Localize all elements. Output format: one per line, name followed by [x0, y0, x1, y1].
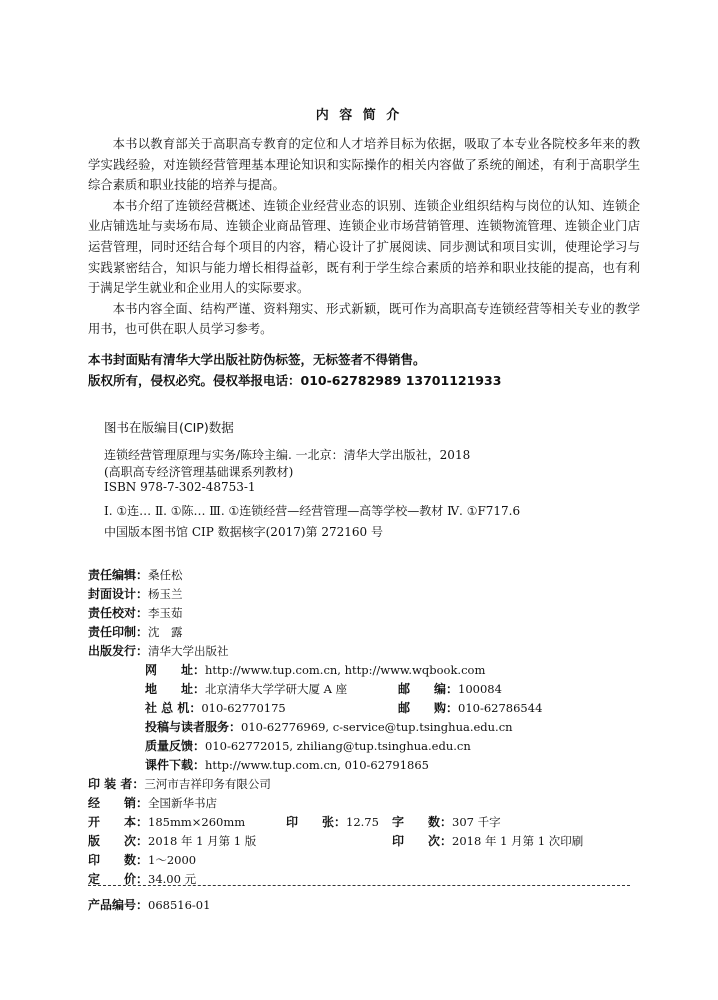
- spec-value: 185mm×260mm: [148, 815, 246, 829]
- cip-heading: 图书在版编目(CIP)数据: [104, 420, 234, 435]
- contact-value: http://www.tup.com.cn, 010-62791865: [205, 758, 429, 772]
- contact-value: 010-62770175: [201, 701, 286, 715]
- credit-cover: [88, 583, 183, 602]
- credit-value: 清华大学出版社: [148, 644, 229, 658]
- contact-courseware: [145, 754, 429, 773]
- credit-value: 沈 露: [148, 625, 183, 639]
- credit-value: 李玉茹: [148, 606, 183, 620]
- product-label: 产品编号：: [88, 898, 149, 912]
- divider-line: [88, 885, 630, 886]
- anti-counterfeit-notice: 本书封面贴有清华大学出版社防伪标签，无标签者不得销售。: [88, 352, 426, 367]
- contact-value: 010-62786544: [458, 701, 543, 715]
- spec-value: 12.75: [346, 815, 379, 829]
- contact-zip: [398, 678, 502, 697]
- spec-label: 印 次：: [392, 834, 453, 848]
- contact-label: 投稿与读者服务：: [145, 720, 242, 734]
- contact-submission: [145, 716, 513, 735]
- contact-value: http://www.tup.com.cn, http://www.wqbook.com: [205, 663, 486, 677]
- spec-words: [392, 811, 501, 830]
- contact-address: [145, 678, 347, 697]
- contact-label: 社 总 机：: [145, 701, 202, 715]
- spec-label: 经 销：: [88, 796, 149, 810]
- intro-paragraph-3: 本书内容全面、结构严谨、资料翔实、形式新颖，既可作为高职高专连锁经营等相关专业的教学用书，也可供在职人员学习参考。: [88, 301, 640, 337]
- spec-value: 2018 年 1 月第 1 次印刷: [452, 834, 584, 848]
- contact-value: 010-62772015, zhiliang@tup.tsinghua.edu.cn: [205, 739, 471, 753]
- contact-quality: [145, 735, 471, 754]
- credit-publisher: [88, 640, 229, 659]
- credit-value: 杨玉兰: [148, 587, 183, 601]
- spec-label: 印 装 者：: [88, 777, 145, 791]
- contact-switchboard: [145, 697, 286, 716]
- cip-line-2: (高职高专经济管理基础课系列教材): [104, 465, 294, 479]
- product-value: 068516-01: [148, 898, 211, 912]
- spec-sheets: [286, 811, 379, 830]
- spec-value: 2018 年 1 月第 1 版: [148, 834, 257, 848]
- spec-label: 开 本：: [88, 815, 149, 829]
- credit-print: [88, 621, 183, 640]
- contact-label: 邮 编：: [398, 682, 459, 696]
- credit-label: 责任编辑：: [88, 568, 149, 582]
- cip-isbn: ISBN 978-7-302-48753-1: [104, 480, 256, 494]
- credit-label: 封面设计：: [88, 587, 149, 601]
- spec-printer: [88, 773, 271, 792]
- spec-label: 字 数：: [392, 815, 453, 829]
- contact-label: 邮 购：: [398, 701, 459, 715]
- contact-mail-order: [398, 697, 542, 716]
- spec-value: 1～2000: [148, 853, 197, 867]
- spec-label: 印 张：: [286, 815, 347, 829]
- cip-classification: Ⅰ. ①连… Ⅱ. ①陈… Ⅲ. ①连锁经营—经营管理—高等学校—教材 Ⅳ. ①F717.6: [104, 504, 521, 518]
- spec-impression: [392, 830, 583, 849]
- contact-label: 地 址：: [145, 682, 206, 696]
- contact-label: 网 址：: [145, 663, 206, 677]
- cip-line-1: 连锁经营管理原理与实务/陈玲主编. 一北京：清华大学出版社，2018: [104, 448, 471, 462]
- spec-value: 34.00 元: [148, 872, 197, 886]
- cip-record: 中国版本图书馆 CIP 数据核字(2017)第 272160 号: [104, 525, 383, 539]
- contact-value: 100084: [458, 682, 502, 696]
- intro-paragraph-2: 本书介绍了连锁经营概述、连锁企业经营业态的识别、连锁企业组织结构与岗位的认知、连锁企业店铺选址与卖场布局、连锁企业商品管理、连锁企业市场营销管理、连锁物流管理、连锁企业门店运营管理，同时还结合每个项目的内容，精心设计了扩展阅读、同步测试和项目实训，使理论学习与实践紧密结合，知识与能力增长相得益彰，既有利于学生综合素质的培养和职业技能的提高，也有利于满足学生就业和企业用人的实际要求。: [88, 198, 640, 296]
- spec-label: 印 数：: [88, 853, 149, 867]
- spec-edition: [88, 830, 256, 849]
- credit-label: 出版发行：: [88, 644, 149, 658]
- product-code: [88, 894, 210, 913]
- spec-value: 三河市吉祥印务有限公司: [144, 777, 271, 791]
- spec-label: 定 价：: [88, 872, 149, 886]
- contact-web: [145, 659, 485, 678]
- credit-editor: [88, 564, 183, 583]
- contact-value: 北京清华大学学研大厦 A 座: [205, 682, 348, 696]
- spec-format: [88, 811, 245, 830]
- credit-label: 责任印制：: [88, 625, 149, 639]
- copyright-notice: 版权所有，侵权必究。侵权举报电话：010-62782989 13701121933: [88, 373, 502, 388]
- intro-paragraph-1: 本书以教育部关于高职高专教育的定位和人才培养目标为依据，吸取了本专业各院校多年来的教学实践经验，对连锁经营管理基本理论知识和实际操作的相关内容做了系统的阐述，有利于高职学生综合素质和职业技能的培养与提高。: [88, 137, 640, 193]
- intro-title: 内 容 简 介: [315, 108, 403, 123]
- contact-label: 质量反馈：: [145, 739, 206, 753]
- spec-value: 307 千字: [452, 815, 501, 829]
- credit-proof: [88, 602, 183, 621]
- contact-value: 010-62776969, c-service@tup.tsinghua.edu.cn: [241, 720, 513, 734]
- spec-label: 版 次：: [88, 834, 149, 848]
- spec-copies: [88, 849, 196, 868]
- intro-body: [88, 134, 640, 340]
- spec-value: 全国新华书店: [148, 796, 218, 810]
- credit-value: 桑任松: [148, 568, 183, 582]
- spec-distributor: [88, 792, 217, 811]
- credit-label: 责任校对：: [88, 606, 149, 620]
- contact-label: 课件下载：: [145, 758, 206, 772]
